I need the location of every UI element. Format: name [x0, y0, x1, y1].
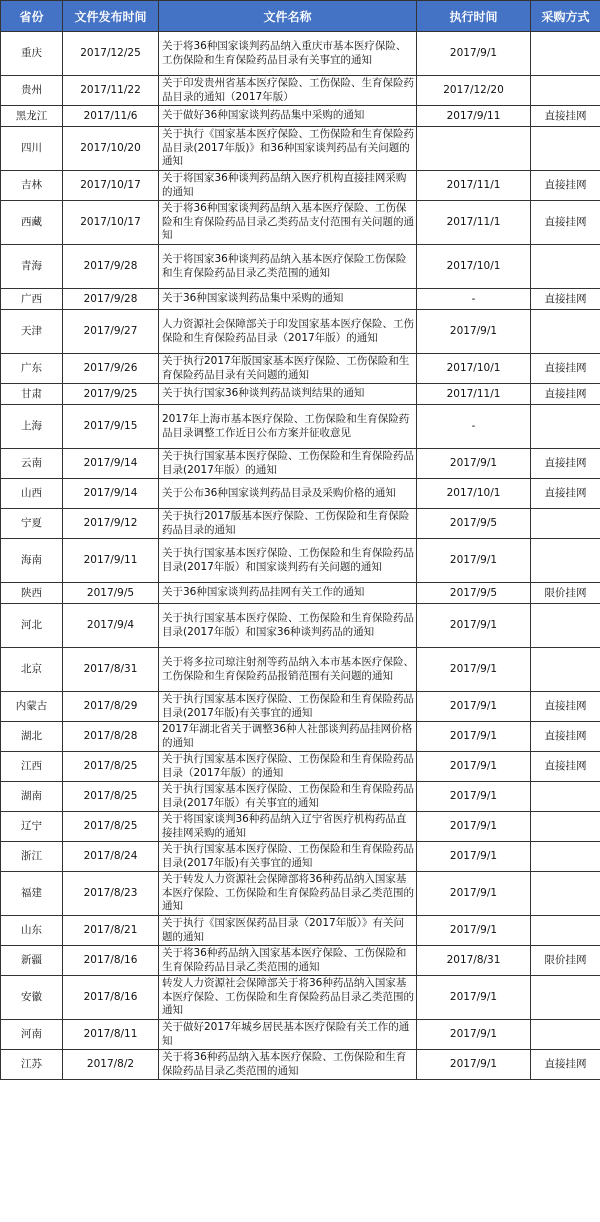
- cell-province: 江苏: [1, 1050, 63, 1080]
- cell-exec-date: 2017/9/11: [417, 106, 531, 127]
- cell-exec-date: 2017/9/1: [417, 722, 531, 752]
- cell-date: 2017/8/29: [63, 692, 159, 722]
- cell-doc-name: 关于执行国家基本医疗保险、工伤保险和生育保险药品目录(2017年版）和国家36种谈判药品的通知: [159, 604, 417, 648]
- cell-province: 河南: [1, 1020, 63, 1050]
- cell-exec-date: 2017/9/1: [417, 916, 531, 946]
- header-province: 省份: [1, 1, 63, 32]
- cell-method: [531, 509, 600, 539]
- cell-exec-date: 2017/9/1: [417, 692, 531, 722]
- cell-province: 广东: [1, 354, 63, 384]
- table-row: [1, 583, 600, 604]
- cell-date: 2017/10/17: [63, 201, 159, 245]
- cell-date: 2017/11/22: [63, 76, 159, 106]
- cell-province: 山东: [1, 916, 63, 946]
- cell-method: [531, 310, 600, 354]
- cell-date: 2017/8/31: [63, 648, 159, 692]
- cell-exec-date: 2017/12/20: [417, 76, 531, 106]
- cell-province: 安徽: [1, 976, 63, 1020]
- cell-province: 重庆: [1, 32, 63, 76]
- cell-date: 2017/8/24: [63, 842, 159, 872]
- cell-doc-name: 关于36种国家谈判药品集中采购的通知: [159, 289, 417, 310]
- header-doc-name: 文件名称: [159, 1, 417, 32]
- cell-exec-date: 2017/11/1: [417, 171, 531, 201]
- cell-method: [531, 245, 600, 289]
- cell-exec-date: 2017/10/1: [417, 354, 531, 384]
- cell-province: 宁夏: [1, 509, 63, 539]
- cell-date: 2017/8/28: [63, 722, 159, 752]
- cell-doc-name: 关于执行《国家医保药品目录（2017年版）》有关问题的通知: [159, 916, 417, 946]
- table-row: [1, 872, 600, 916]
- cell-method: [531, 76, 600, 106]
- cell-exec-date: [417, 127, 531, 171]
- table-row: [1, 32, 600, 76]
- cell-doc-name: 关于将36种国家谈判药品纳入重庆市基本医疗保险、工伤保险和生育保险药品目录有关事宜的通知: [159, 32, 417, 76]
- cell-method: 限价挂网: [531, 583, 600, 604]
- cell-exec-date: 2017/9/1: [417, 1020, 531, 1050]
- cell-method: 直接挂网: [531, 449, 600, 479]
- cell-method: [531, 872, 600, 916]
- cell-province: 云南: [1, 449, 63, 479]
- cell-exec-date: 2017/10/1: [417, 479, 531, 509]
- cell-province: 广西: [1, 289, 63, 310]
- cell-date: 2017/10/20: [63, 127, 159, 171]
- cell-doc-name: 关于执行国家基本医疗保险、工伤保险和生育保险药品目录(2017年版）和国家谈判药有关问题的通知: [159, 539, 417, 583]
- cell-method: [531, 976, 600, 1020]
- cell-exec-date: 2017/9/1: [417, 976, 531, 1020]
- cell-date: 2017/8/16: [63, 946, 159, 976]
- cell-doc-name: 关于做好36种国家谈判药品集中采购的通知: [159, 106, 417, 127]
- table-row: [1, 106, 600, 127]
- cell-method: [531, 812, 600, 842]
- cell-exec-date: 2017/9/1: [417, 32, 531, 76]
- cell-date: 2017/8/25: [63, 782, 159, 812]
- cell-exec-date: 2017/9/1: [417, 648, 531, 692]
- cell-province: 新疆: [1, 946, 63, 976]
- table-row: [1, 509, 600, 539]
- cell-doc-name: 关于将36种药品纳入基本医疗保险、工伤保险和生育保险药品目录乙类范围的通知: [159, 1050, 417, 1080]
- cell-exec-date: 2017/8/31: [417, 946, 531, 976]
- cell-exec-date: 2017/9/1: [417, 539, 531, 583]
- table-row: [1, 539, 600, 583]
- table-row: [1, 842, 600, 872]
- cell-method: 直接挂网: [531, 752, 600, 782]
- cell-province: 四川: [1, 127, 63, 171]
- header-method: 采购方式: [531, 1, 600, 32]
- cell-province: 甘肃: [1, 384, 63, 405]
- cell-province: 吉林: [1, 171, 63, 201]
- cell-doc-name: 关于将36种药品纳入国家基本医疗保险、工伤保险和生育保险药品目录乙类范围的通知: [159, 946, 417, 976]
- cell-doc-name: 转发人力资源社会保障部关于将36种药品纳入国家基本医疗保险、工伤保险和生育保险药品目录乙类范围的通知: [159, 976, 417, 1020]
- table-row: [1, 310, 600, 354]
- cell-province: 北京: [1, 648, 63, 692]
- cell-exec-date: 2017/9/5: [417, 509, 531, 539]
- cell-date: 2017/8/11: [63, 1020, 159, 1050]
- cell-method: [531, 648, 600, 692]
- cell-method: 限价挂网: [531, 946, 600, 976]
- cell-date: 2017/9/28: [63, 245, 159, 289]
- cell-date: 2017/9/25: [63, 384, 159, 405]
- cell-exec-date: -: [417, 289, 531, 310]
- cell-date: 2017/8/25: [63, 812, 159, 842]
- cell-method: 直接挂网: [531, 106, 600, 127]
- cell-doc-name: 关于执行国家36种谈判药品谈判结果的通知: [159, 384, 417, 405]
- cell-province: 上海: [1, 405, 63, 449]
- cell-doc-name: 关于将多拉司琼注射剂等药品纳入本市基本医疗保险、工伤保险和生育保险药品报销范围有关问题的通知: [159, 648, 417, 692]
- cell-province: 黑龙江: [1, 106, 63, 127]
- table-row: [1, 245, 600, 289]
- table-row: [1, 692, 600, 722]
- cell-date: 2017/9/15: [63, 405, 159, 449]
- cell-method: [531, 32, 600, 76]
- cell-exec-date: 2017/9/1: [417, 449, 531, 479]
- cell-exec-date: 2017/9/1: [417, 782, 531, 812]
- cell-doc-name: 关于执行国家基本医疗保险、工伤保险和生育保险药品目录(2017年版)有关事宜的通知: [159, 692, 417, 722]
- cell-exec-date: 2017/9/1: [417, 604, 531, 648]
- table-row: [1, 916, 600, 946]
- cell-doc-name: 关于将国家36种谈判药品纳入医疗机构直接挂网采购的通知: [159, 171, 417, 201]
- cell-date: 2017/9/26: [63, 354, 159, 384]
- table-row: [1, 782, 600, 812]
- cell-province: 河北: [1, 604, 63, 648]
- cell-exec-date: 2017/9/1: [417, 752, 531, 782]
- cell-method: 直接挂网: [531, 289, 600, 310]
- table-row: [1, 752, 600, 782]
- cell-doc-name: 关于将36种国家谈判药品纳入基本医疗保险、工伤保险和生育保险药品目录乙类药品支付范围有关问题的通知: [159, 201, 417, 245]
- cell-province: 福建: [1, 872, 63, 916]
- cell-province: 西藏: [1, 201, 63, 245]
- table-row: [1, 384, 600, 405]
- cell-method: [531, 539, 600, 583]
- cell-date: 2017/9/14: [63, 449, 159, 479]
- table-row: [1, 976, 600, 1020]
- cell-province: 浙江: [1, 842, 63, 872]
- table-row: [1, 604, 600, 648]
- table-row: [1, 76, 600, 106]
- cell-exec-date: 2017/9/5: [417, 583, 531, 604]
- cell-date: 2017/9/11: [63, 539, 159, 583]
- cell-doc-name: 关于执行国家基本医疗保险、工伤保险和生育保险药品目录(2017年版）有关事宜的通知: [159, 782, 417, 812]
- cell-method: 直接挂网: [531, 692, 600, 722]
- header-row: [1, 1, 600, 32]
- table-row: [1, 812, 600, 842]
- cell-method: 直接挂网: [531, 1050, 600, 1080]
- cell-doc-name: 关于印发贵州省基本医疗保险、工伤保险、生育保险药品目录的通知（2017年版）: [159, 76, 417, 106]
- cell-method: 直接挂网: [531, 201, 600, 245]
- cell-date: 2017/9/27: [63, 310, 159, 354]
- cell-date: 2017/9/14: [63, 479, 159, 509]
- cell-date: 2017/12/25: [63, 32, 159, 76]
- cell-method: [531, 842, 600, 872]
- table-row: [1, 405, 600, 449]
- cell-method: 直接挂网: [531, 354, 600, 384]
- cell-date: 2017/8/16: [63, 976, 159, 1020]
- cell-province: 内蒙古: [1, 692, 63, 722]
- cell-province: 海南: [1, 539, 63, 583]
- cell-doc-name: 关于执行国家基本医疗保险、工伤保险和生育保险药品目录(2017年版）的通知: [159, 449, 417, 479]
- cell-date: 2017/9/12: [63, 509, 159, 539]
- cell-method: [531, 604, 600, 648]
- cell-exec-date: 2017/11/1: [417, 384, 531, 405]
- cell-province: 山西: [1, 479, 63, 509]
- cell-date: 2017/11/6: [63, 106, 159, 127]
- cell-date: 2017/9/4: [63, 604, 159, 648]
- cell-doc-name: 关于将国家36种谈判药品纳入基本医疗保险工伤保险和生育保险药品目录乙类范围的通知: [159, 245, 417, 289]
- cell-method: [531, 405, 600, 449]
- cell-date: 2017/8/2: [63, 1050, 159, 1080]
- cell-province: 陕西: [1, 583, 63, 604]
- table-row: [1, 722, 600, 752]
- table-row: [1, 479, 600, 509]
- cell-exec-date: 2017/9/1: [417, 842, 531, 872]
- cell-province: 湖南: [1, 782, 63, 812]
- cell-doc-name: 关于执行《国家基本医疗保险、工伤保险和生育保险药品目录(2017年版)》和36种国家谈判药品有关问题的通知: [159, 127, 417, 171]
- cell-date: 2017/9/28: [63, 289, 159, 310]
- table-row: [1, 354, 600, 384]
- cell-doc-name: 人力资源社会保障部关于印发国家基本医疗保险、工伤保险和生育保险药品目录（2017年版）的通知: [159, 310, 417, 354]
- cell-date: 2017/10/17: [63, 171, 159, 201]
- cell-doc-name: 关于执行国家基本医疗保险、工伤保险和生育保险药品目录（2017年版）的通知: [159, 752, 417, 782]
- cell-method: [531, 782, 600, 812]
- table-row: [1, 171, 600, 201]
- cell-method: 直接挂网: [531, 171, 600, 201]
- cell-doc-name: 关于做好2017年城乡居民基本医疗保险有关工作的通知: [159, 1020, 417, 1050]
- cell-exec-date: -: [417, 405, 531, 449]
- header-exec-date: 执行时间: [417, 1, 531, 32]
- table-row: [1, 648, 600, 692]
- cell-exec-date: 2017/10/1: [417, 245, 531, 289]
- header-date: 文件发布时间: [63, 1, 159, 32]
- cell-exec-date: 2017/11/1: [417, 201, 531, 245]
- cell-exec-date: 2017/9/1: [417, 310, 531, 354]
- cell-date: 2017/8/21: [63, 916, 159, 946]
- table-row: [1, 1050, 600, 1080]
- cell-doc-name: 2017年上海市基本医疗保险、工伤保险和生育保险药品目录调整工作近日公布方案并征收意见: [159, 405, 417, 449]
- cell-exec-date: 2017/9/1: [417, 872, 531, 916]
- cell-exec-date: 2017/9/1: [417, 1050, 531, 1080]
- cell-date: 2017/9/5: [63, 583, 159, 604]
- cell-doc-name: 关于执行2017年版国家基本医疗保险、工伤保险和生育保险药品目录有关问题的通知: [159, 354, 417, 384]
- cell-doc-name: 2017年湖北省关于调整36种人社部谈判药品挂网价格的通知: [159, 722, 417, 752]
- cell-province: 贵州: [1, 76, 63, 106]
- cell-doc-name: 关于执行2017版基本医疗保险、工伤保险和生育保险药品目录的通知: [159, 509, 417, 539]
- cell-method: [531, 127, 600, 171]
- cell-province: 江西: [1, 752, 63, 782]
- table-row: [1, 127, 600, 171]
- cell-doc-name: 关于36种国家谈判药品挂网有关工作的通知: [159, 583, 417, 604]
- table-row: [1, 449, 600, 479]
- cell-date: 2017/8/25: [63, 752, 159, 782]
- cell-doc-name: 关于公布36种国家谈判药品目录及采购价格的通知: [159, 479, 417, 509]
- table-row: [1, 289, 600, 310]
- cell-method: [531, 1020, 600, 1050]
- cell-doc-name: 关于执行国家基本医疗保险、工伤保险和生育保险药品目录(2017年版)有关事宜的通知: [159, 842, 417, 872]
- cell-province: 辽宁: [1, 812, 63, 842]
- cell-province: 湖北: [1, 722, 63, 752]
- cell-method: 直接挂网: [531, 384, 600, 405]
- cell-doc-name: 关于转发人力资源社会保障部将36种药品纳入国家基本医疗保险、工伤保险和生育保险药品目录乙类范围的通知: [159, 872, 417, 916]
- cell-province: 天津: [1, 310, 63, 354]
- cell-date: 2017/8/23: [63, 872, 159, 916]
- cell-doc-name: 关于将国家谈判36种药品纳入辽宁省医疗机构药品直接挂网采购的通知: [159, 812, 417, 842]
- cell-exec-date: 2017/9/1: [417, 812, 531, 842]
- cell-method: 直接挂网: [531, 722, 600, 752]
- cell-method: 直接挂网: [531, 479, 600, 509]
- table-row: [1, 946, 600, 976]
- table-row: [1, 1020, 600, 1050]
- table-row: [1, 201, 600, 245]
- cell-method: [531, 916, 600, 946]
- cell-province: 青海: [1, 245, 63, 289]
